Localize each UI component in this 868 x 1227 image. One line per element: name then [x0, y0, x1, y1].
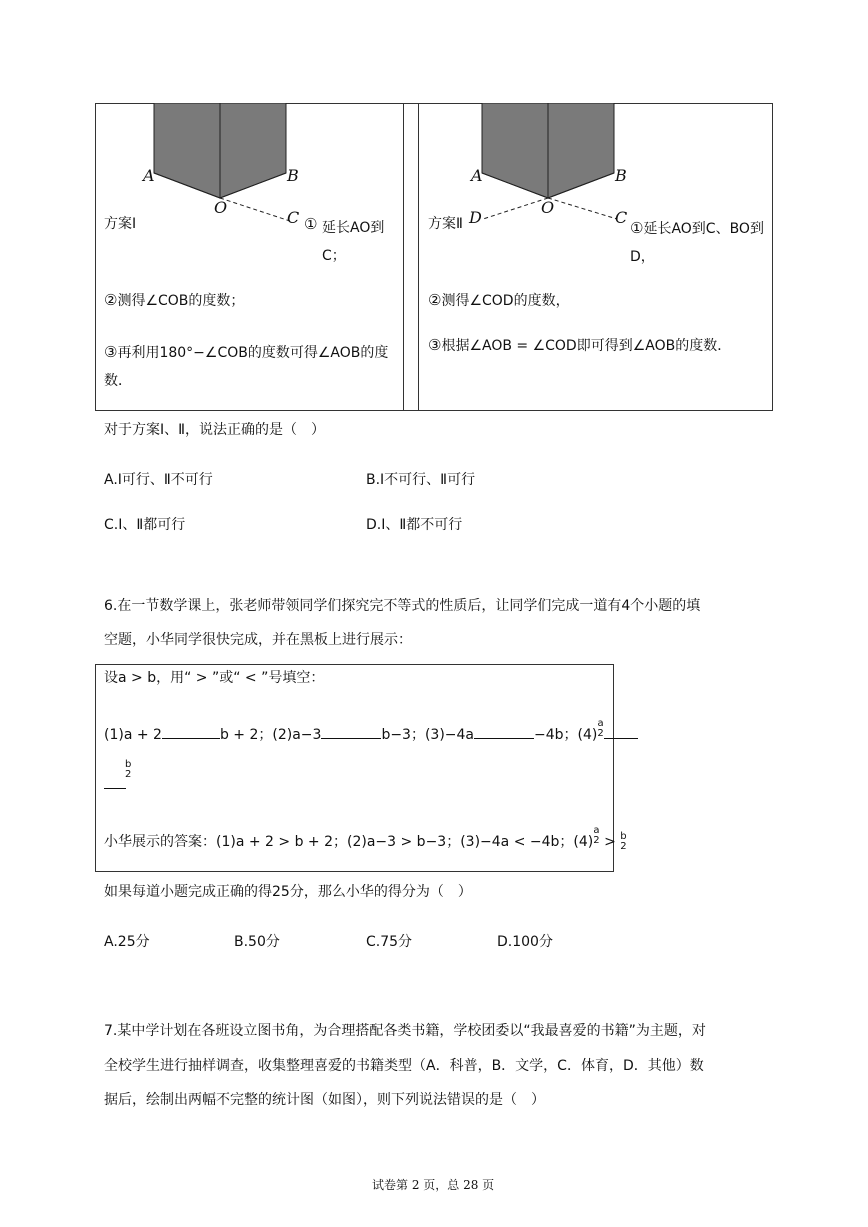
q6-option-b[interactable]: B.50分 [234, 934, 280, 950]
q6-stem-line2: 空题，小华同学很快完成，并在黑板上进行展示： [104, 632, 412, 648]
point-o-label: O [214, 198, 228, 217]
fraction-a-over-2: a 2 [597, 718, 604, 739]
answer-blank-4[interactable] [604, 724, 638, 739]
q6-option-c[interactable]: C.75分 [366, 934, 413, 950]
answer-blank-3[interactable] [474, 724, 534, 739]
point-d-label: D [469, 208, 482, 227]
scheme-2-step1: ①延长AO到C、BO到D， [630, 219, 764, 265]
scheme-1-title: 方案Ⅰ [104, 216, 137, 232]
q6-box-problems: (1)a + 2 b + 2；(2)a−3 b−3；(3)−4a −4b；(4) a 2 [104, 724, 638, 745]
point-b-label: B [287, 166, 299, 185]
scheme-divider-2 [418, 103, 419, 411]
answer-blank-2[interactable] [321, 724, 381, 739]
q7-line3: 据后，绘制出两幅不完整的统计图（如图），则下列说法错误的是（ ） [104, 1092, 545, 1108]
q7-line1: 7.某中学计划在各班设立图书角，为合理搭配各类书籍，学校团委以“我最喜爱的书籍”为主题，对 [104, 1023, 706, 1039]
q5-option-a[interactable]: A.Ⅰ可行、Ⅱ不可行 [104, 472, 213, 488]
scheme-2-step2: ②测得∠COD的度数， [428, 291, 570, 309]
q7-line2: 全校学生进行抽样调查，收集整理喜爱的书籍类型（A．科普，B．文学，C．体育，D．其他）数 [104, 1058, 704, 1074]
q6-option-a[interactable]: A.25分 [104, 934, 150, 950]
point-a-label: A [143, 166, 155, 185]
q6-score-line: 如果每道小题完成正确的得25分，那么小华的得分为（ ） [104, 884, 472, 900]
fraction-b-over-2: b 2 [620, 831, 627, 852]
point-c-label: C [287, 208, 300, 227]
q5-option-b[interactable]: B.Ⅰ不可行、Ⅱ可行 [366, 472, 476, 488]
q5-option-d[interactable]: D.Ⅰ、Ⅱ都不可行 [366, 517, 463, 533]
q5-stem: 对于方案Ⅰ、Ⅱ，说法正确的是（ ） [104, 422, 326, 438]
q6-box-answer: 小华展示的答案：(1)a + 2 > b + 2；(2)a−3 > b−3；(3)−4a < −4b；(4) a 2 > b 2 [104, 825, 627, 852]
scheme-1-step2: ②测得∠COB的度数； [104, 291, 245, 309]
scheme-1-step3: ③再利用180°−∠COB的度数可得∠AOB的度数． [104, 343, 389, 389]
point-o-label: O [541, 198, 555, 217]
point-a-label: A [471, 166, 483, 185]
scheme-1-step1-text: 延长AO到C； [322, 220, 385, 264]
q6-option-d[interactable]: D.100分 [497, 934, 553, 950]
q6-box-intro: 设a > b，用“ > ”或“ < ”号填空： [104, 670, 325, 686]
scheme-1-step1 [304, 214, 317, 234]
step-number: ① [304, 215, 318, 233]
scheme-divider-1 [403, 103, 404, 411]
fraction-a-over-2: a 2 [593, 825, 600, 846]
answer-blank-1[interactable] [162, 724, 220, 739]
scheme-1-figure [130, 103, 330, 233]
point-b-label: B [615, 166, 627, 185]
q5-option-c[interactable]: C.Ⅰ、Ⅱ都可行 [104, 517, 186, 533]
page-footer: 试卷第 2 页，总 28 页 [372, 1178, 495, 1192]
scheme-2-title: 方案Ⅱ [428, 216, 463, 232]
point-c-label: C [615, 208, 628, 227]
answer-blank-4-continued[interactable] [104, 787, 126, 789]
scheme-2-step3: ③根据∠AOB = ∠COD即可得到∠AOB的度数． [428, 336, 732, 354]
fraction-b-over-2: b 2 [125, 759, 132, 780]
q6-stem-line1: 6.在一节数学课上，张老师带领同学们探究完不等式的性质后，让同学们完成一道有4个小题的填 [104, 598, 701, 614]
